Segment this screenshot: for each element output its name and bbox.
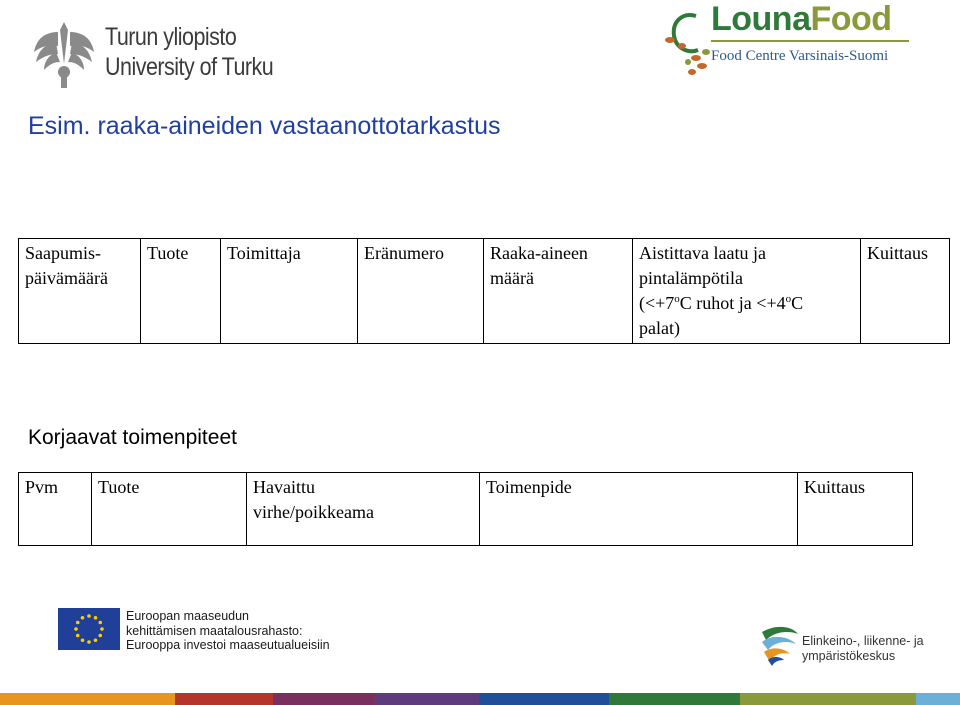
eu-star	[81, 616, 85, 620]
stripe-segment	[273, 693, 375, 705]
page-title: Esim. raaka-aineiden vastaanottotarkastus	[28, 112, 501, 140]
stripe-segment	[740, 693, 916, 705]
header-sensory-quality: Aistittava laatu ja pintalämpötila ($<+7^oC$ ruhot ja $<+4^oC$ palat)	[633, 239, 861, 344]
ely-text-line1: Elinkeino-, liikenne- ja	[802, 634, 924, 648]
lounafood-name-part1: Louna	[711, 0, 811, 38]
footer-color-stripe	[0, 693, 960, 705]
stripe-segment	[479, 693, 609, 705]
corrective-actions-table	[18, 472, 913, 546]
lounafood-subtitle: Food Centre Varsinais-Suomi	[711, 48, 889, 64]
header-batch-number: Eränumero	[358, 239, 484, 344]
stripe-segment	[175, 693, 273, 705]
eu-funding-text	[126, 609, 330, 653]
table-header-row	[19, 473, 913, 546]
eu-star	[98, 621, 102, 625]
receiving-inspection-table	[18, 238, 950, 344]
table-header-row	[19, 239, 950, 344]
stripe-segment	[609, 693, 740, 705]
header-raw-material-amount: Raaka-aineen määrä	[484, 239, 633, 344]
eu-text-line3: Eurooppa investoi maaseutualueisiin	[126, 638, 330, 652]
lounafood-name-part2: Food	[810, 0, 892, 38]
eu-star	[74, 627, 78, 631]
header-sign-off: Kuittaus	[798, 473, 913, 546]
ely-text	[802, 634, 924, 664]
stripe-segment	[0, 693, 175, 705]
eu-text-line2: kehittämisen maatalousrahasto:	[126, 623, 303, 638]
eu-star	[87, 614, 91, 618]
header-date: Pvm	[19, 473, 92, 546]
stripe-segment	[916, 693, 960, 705]
ely-logo-icon	[758, 624, 800, 673]
header-observed-defect: Havaittu virhe/poikkeama	[247, 473, 480, 546]
lounafood-logo-name	[711, 0, 892, 39]
university-name-fi: Turun yliopisto	[105, 23, 237, 51]
eu-star	[76, 634, 80, 638]
eu-flag-icon	[58, 608, 120, 650]
eu-text-line1: Euroopan maaseudun	[126, 609, 250, 623]
eu-star	[87, 640, 91, 644]
header-product: Tuote	[92, 473, 247, 546]
eu-star	[98, 634, 102, 638]
header-product: Tuote	[141, 239, 221, 344]
eu-star	[94, 638, 98, 642]
header-action: Toimenpide	[480, 473, 798, 546]
header-arrival-date: Saapumis- päivämäärä	[19, 239, 141, 344]
header-sign-off: Kuittaus	[861, 239, 950, 344]
ely-text-line2: ympäristökeskus	[802, 649, 896, 663]
eu-star	[94, 616, 98, 620]
eu-star	[76, 621, 80, 625]
university-name-en: University of Turku	[105, 53, 274, 81]
eu-star	[81, 638, 85, 642]
lounafood-leaf-icon	[662, 2, 712, 87]
lounafood-divider	[711, 40, 909, 42]
header-supplier: Toimittaja	[221, 239, 358, 344]
eu-star	[100, 627, 104, 631]
section-title-corrective-actions: Korjaavat toimenpiteet	[28, 426, 237, 449]
university-logo-text	[105, 22, 301, 82]
stripe-segment	[375, 693, 479, 705]
university-emblem-icon	[30, 18, 98, 95]
